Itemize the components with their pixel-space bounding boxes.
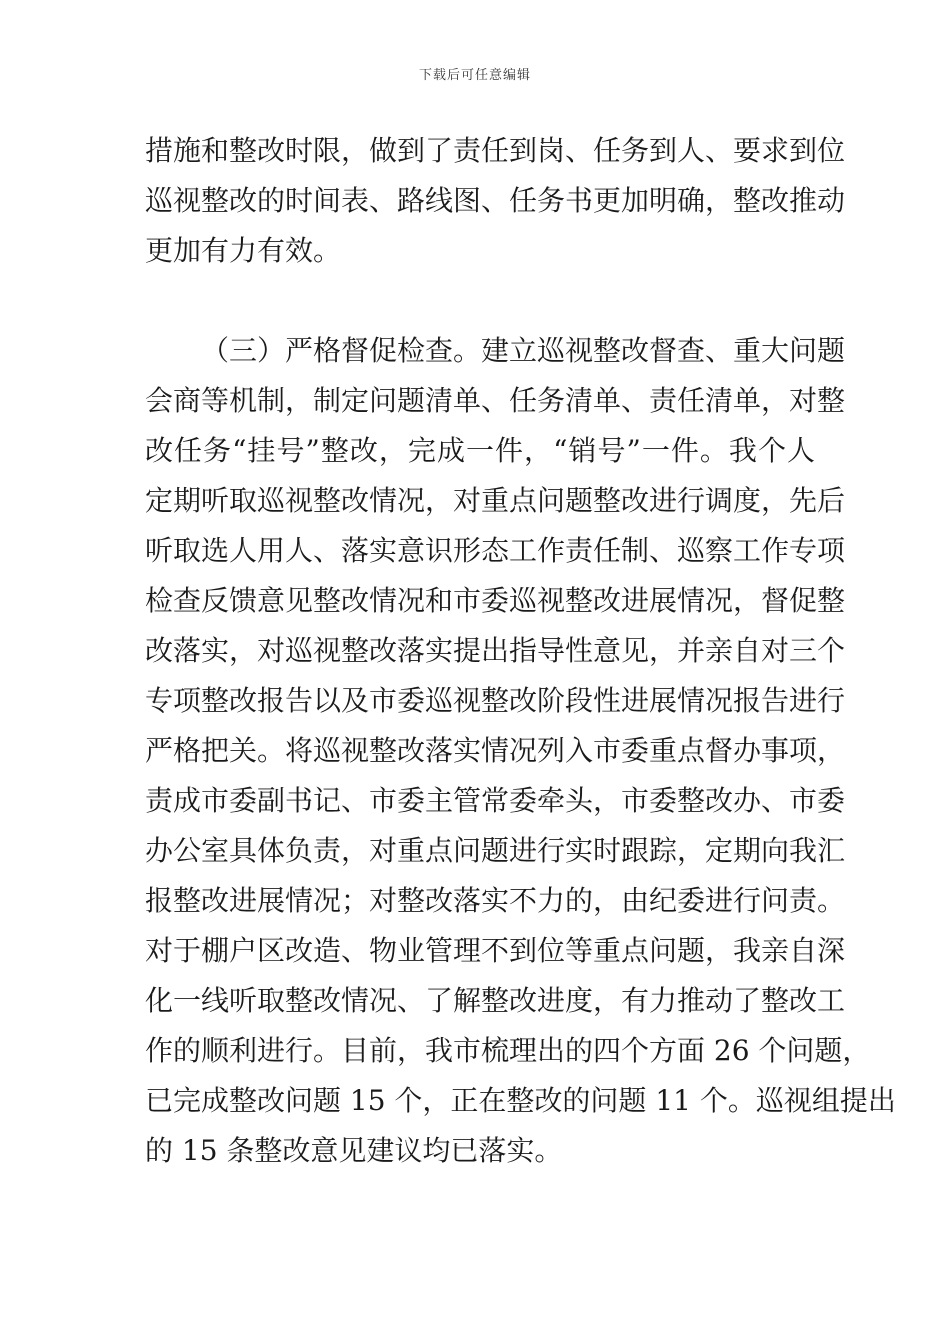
paragraph-line: （三）严格督促检查。建立巡视整改督查、重大问题 [201, 334, 846, 367]
paragraph-line: 措施和整改时限，做到了责任到岗、任务到人、要求到位 [145, 134, 846, 167]
paragraph-line: 专项整改报告以及市委巡视整改阶段性进展情况报告进行 [145, 684, 846, 717]
paragraph-line: 巡视整改的时间表、路线图、任务书更加明确，整改推动 [145, 184, 846, 217]
paragraph-line: 定期听取巡视整改情况，对重点问题整改进行调度，先后 [145, 484, 846, 517]
paragraph-line: 对于棚户区改造、物业管理不到位等重点问题，我亲自深 [145, 934, 846, 967]
paragraph-1 [145, 126, 846, 276]
paragraph-line: 听取选人用人、落实意识形态工作责任制、巡察工作专项 [145, 534, 846, 567]
paragraph-2 [145, 326, 896, 1176]
paragraph-line: 的 15 条整改意见建议均已落实。 [145, 1134, 563, 1167]
paragraph-line: 严格把关。将巡视整改落实情况列入市委重点督办事项， [145, 734, 846, 767]
paragraph-line: 化一线听取整改情况、了解整改进度，有力推动了整改工 [145, 984, 846, 1017]
page-header-note: 下载后可任意编辑 [418, 68, 531, 83]
paragraph-line: 办公室具体负责，对重点问题进行实时跟踪，定期向我汇 [145, 834, 846, 867]
paragraph-line: 已完成整改问题 15 个，正在整改的问题 11 个。巡视组提出 [145, 1084, 896, 1117]
paragraph-line: 改任务“挂号”整改，完成一件，“销号”一件。我个人 [145, 434, 815, 467]
paragraph-line: 会商等机制，制定问题清单、任务清单、责任清单，对整 [145, 384, 846, 417]
paragraph-line: 报整改进展情况；对整改落实不力的，由纪委进行问责。 [145, 884, 846, 917]
paragraph-line: 更加有力有效。 [145, 234, 342, 267]
paragraph-line: 改落实，对巡视整改落实提出指导性意见，并亲自对三个 [145, 634, 846, 667]
paragraph-line: 作的顺利进行。目前，我市梳理出的四个方面 26 个问题， [145, 1034, 871, 1067]
paragraph-line: 检查反馈意见整改情况和市委巡视整改进展情况，督促整 [145, 584, 846, 617]
paragraph-line: 责成市委副书记、市委主管常委牵头，市委整改办、市委 [145, 784, 846, 817]
